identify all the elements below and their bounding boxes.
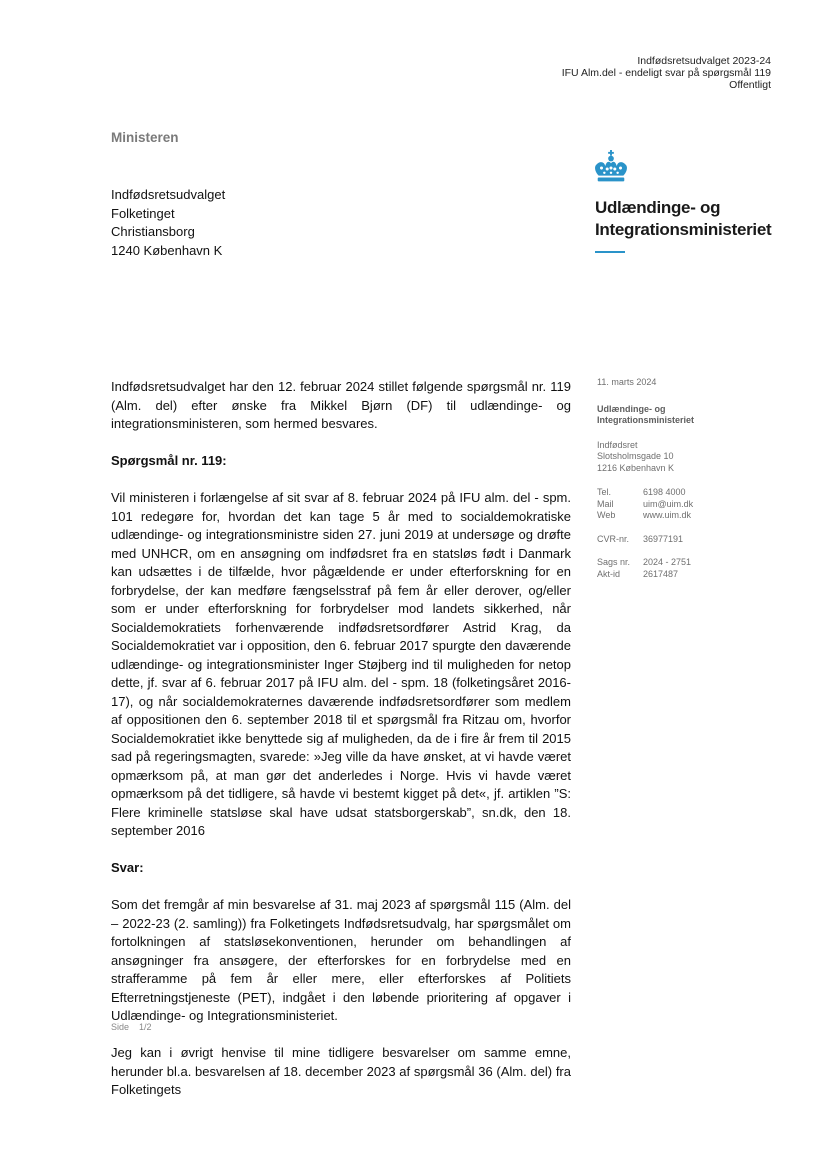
letter-metadata xyxy=(597,377,694,580)
answer-paragraph: Jeg kan i øvrigt henvise til mine tidligere besvarelser om samme emne, herunder bl.a. besvarelsen af 18. december 2023 af spørgsmål 36 (Alm. del) fra Folketingets xyxy=(111,1045,571,1097)
case-number-row xyxy=(597,557,694,569)
letter-body xyxy=(111,378,571,1100)
answer-heading: Svar: xyxy=(111,860,144,875)
recipient-line: Indfødsretsudvalget xyxy=(111,187,226,202)
mail-value[interactable]: uim@uim.dk xyxy=(643,498,694,509)
organisation-line: Udlændinge- og xyxy=(597,403,666,414)
document-reference xyxy=(562,55,771,91)
phone-value: 6198 4000 xyxy=(643,487,686,497)
page-number: 1/2 xyxy=(139,1022,152,1032)
page-footer xyxy=(111,1022,152,1032)
recipient-line: 1240 København K xyxy=(111,242,223,258)
street: Slotsholmsgade 10 xyxy=(597,451,674,461)
recipient-address xyxy=(111,186,225,260)
ministry-logo xyxy=(590,150,772,239)
document-id-value: 2617487 xyxy=(643,568,679,579)
document-id-row xyxy=(597,569,694,581)
city: 1216 København K xyxy=(597,462,675,473)
cvr-label: CVR-nr. xyxy=(597,533,630,544)
question-heading: Spørgsmål nr. 119: xyxy=(111,453,227,468)
answer-paragraph: Som det fremgår af min besvarelse af 31. maj 2023 af spørgsmål 115 (Alm. del – 2022-23 (2. samling)) fra Folketingets Indfødsretsudvalg, har spørgsmålet om fortolkningen af statsløsekonventionen, herunder om behandlingen af ansøgninger fra ansøgere, der efterforskes for en forbrydelse med en strafferamme på fem år eller mere, eller efterforskes af Politiets Efterretningstjeneste (PET), indgået i den løbende prioritering af opgaver i Udlændinge- og Integrationsministeriet. xyxy=(111,897,571,1023)
document-id-label: Akt-id xyxy=(597,568,621,579)
reference-question: IFU Alm.del - endeligt svar på spørgsmål 119 xyxy=(561,67,771,79)
case-number-value: 2024 - 2751 xyxy=(643,557,692,567)
recipient-line: Christiansborg xyxy=(111,224,195,239)
sender-label: Ministeren xyxy=(111,130,179,145)
logo-accent-rule xyxy=(595,251,625,253)
organisation-line: Integrationsministeriet xyxy=(597,415,695,425)
web-label: Web xyxy=(597,510,616,520)
intro-paragraph: Indfødsretsudvalget har den 12. februar 2024 stillet følgende spørgsmål nr. 119 (Alm. del) efter ønske fra Mikkel Bjørn (DF) til udlændinge- og integrationsministeren, som hermed besvares. xyxy=(111,379,571,431)
cvr-row xyxy=(597,534,694,546)
cvr-value: 36977191 xyxy=(643,533,684,544)
letter-date: 11. marts 2024 xyxy=(597,377,657,387)
mail-row xyxy=(597,499,694,511)
sender-address xyxy=(597,440,694,475)
web-value[interactable]: www.uim.dk xyxy=(643,510,692,520)
page-label: Side xyxy=(111,1022,130,1032)
ministry-name xyxy=(595,197,771,240)
phone-row xyxy=(597,487,694,499)
crown-icon xyxy=(592,150,630,188)
department: Indfødsret xyxy=(597,439,638,450)
recipient-line: Folketinget xyxy=(111,205,175,221)
sender-organisation xyxy=(597,404,694,427)
reference-committee: Indfødsretsudvalget 2023-24 xyxy=(637,55,771,67)
mail-label: Mail xyxy=(597,498,614,509)
ministry-name-line: Udlændinge- og xyxy=(595,198,721,217)
ministry-name-line: Integrationsministeriet xyxy=(595,219,772,239)
web-row xyxy=(597,510,694,522)
phone-label: Tel. xyxy=(597,487,612,497)
question-paragraph: Vil ministeren i forlængelse af sit svar af 8. februar 2024 på IFU alm. del - spm. 101 redegøre for, hvordan det kan tage 5 år med to socialdemokratiske udlændinge- og integrationsministre siden 27. juni 2019 at undersøge og drøfte med UNHCR, om en ansøgning om indfødsret fra en statsløs født i Danmark kan udsættes i de tilfælde, hvor pågældende er under efterforskning for en forbrydelse, der kan medføre fængselsstraf på fem år eller derover, og/eller som er under efterforskning for forbrydelser mod landets sikkerhed, når Socialdemokratiets forhenværende indfødsretsordfører Astrid Krag, da Socialdemokratiet var i opposition, den 6. februar 2017 spurgte den daværende udlændinge- og integrationsminister Inger Støjberg ind til muligheden for netop dette, jf. svar af 6. februar 2017 på IFU alm. del - spm. 18 (folketingsåret 2016-17), og når socialdemokraternes daværende indfødsretsordfører som medlem af oppositionen den 6. september 2018 til et spørgsmål fra Ritzau om, hvorfor Socialdemokratiet ikke benyttede sig af muligheden, da de i fire år frem til 2015 sad på regeringsmagten, svarede: »Jeg ville da have ønsket, at vi havde været opmærksom på, at man gør det anderledes i Norge. Hvis vi havde været opmærksom på det tidligere, så havde vi bestemt kigget på det«, jf. artiklen ”S: Flere kriminelle statsløse skal have udsat statsborgerskab”, sn.dk, den 18. september 2016 xyxy=(111,490,571,838)
case-number-label: Sags nr. xyxy=(597,557,631,567)
reference-status: Offentligt xyxy=(729,79,771,91)
